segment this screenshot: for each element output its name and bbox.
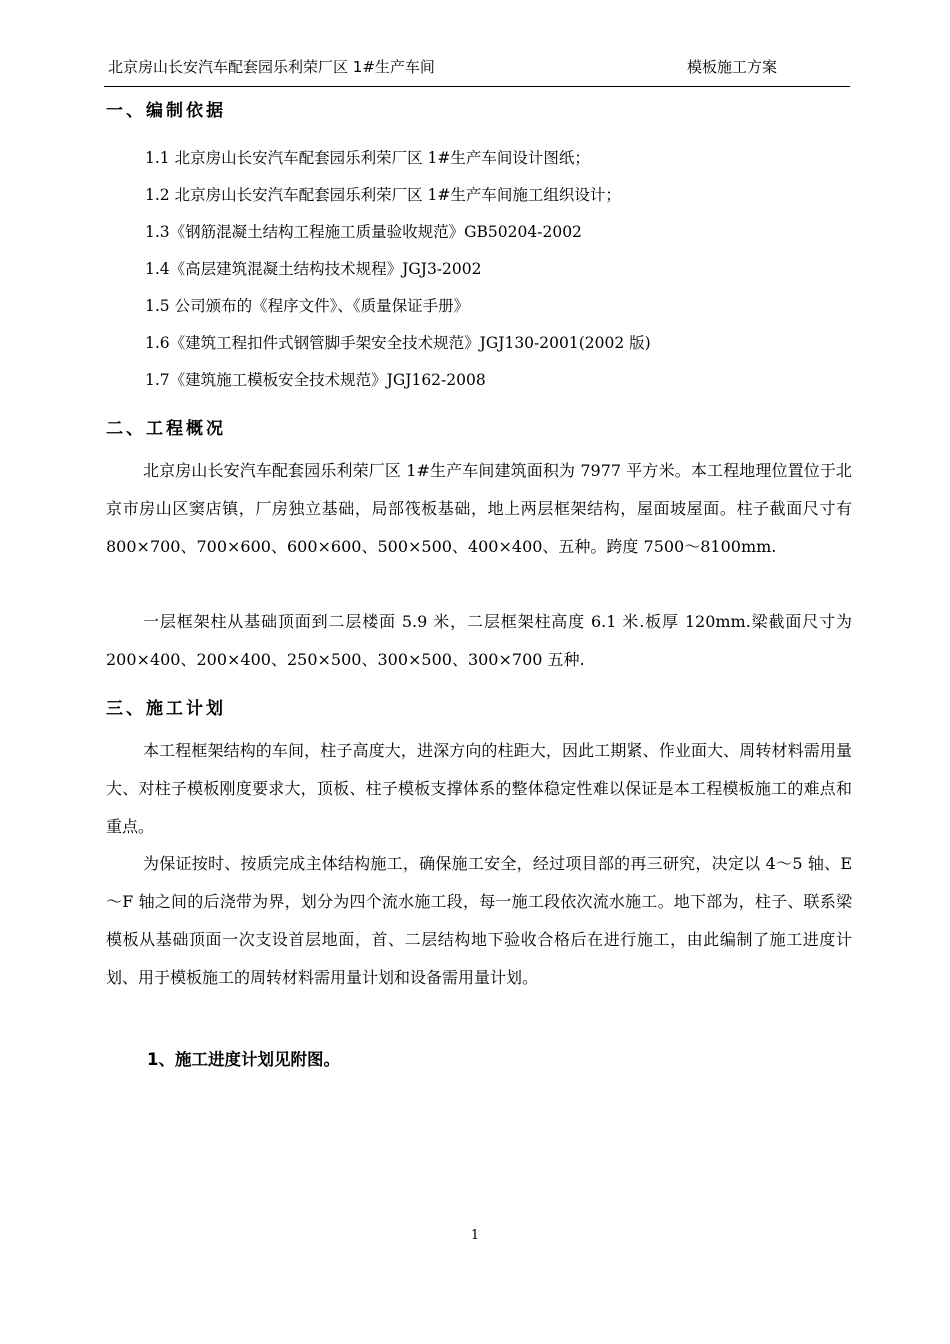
header-document-title: 模板施工方案 — [687, 58, 778, 76]
reference-item: 1.1 北京房山长安汽车配套园乐利荣厂区 1#生产车间设计图纸； — [145, 149, 590, 167]
plan-paragraph: 本工程框架结构的车间，柱子高度大，进深方向的柱距大，因此工期紧、作业面大、周转材料需用量大、对柱子模板刚度要求大，顶板、柱子模板支撑体系的整体稳定性难以保证是本工程模板施工的难点和重点。 — [106, 741, 852, 836]
page-header — [104, 54, 850, 87]
subsection-heading-schedule: 1、施工进度计划见附图。 — [147, 1050, 340, 1069]
header-project-name: 北京房山长安汽车配套园乐利荣厂区 1#生产车间 — [108, 58, 435, 76]
reference-item: 1.3《钢筋混凝土结构工程施工质量验收规范》GB50204-2002 — [145, 223, 582, 241]
reference-item: 1.7《建筑施工模板安全技术规范》JGJ162-2008 — [145, 371, 486, 389]
reference-item: 1.5 公司颁布的《程序文件》、《质量保证手册》 — [145, 297, 470, 315]
plan-paragraph: 为保证按时、按质完成主体结构施工，确保施工安全，经过项目部的再三研究，决定以 4～5 轴、E～F 轴之间的后浇带为界，划分为四个流水施工段，每一施工段依次流水施工。地下部为，柱子、联系梁模板从基础顶面一次支设首层地面，首、二层结构地下验收合格后在进行施工，由此编制了施工进度计划、用于模板施工的周转材料需用量计划和设备需用量计划。 — [106, 854, 852, 987]
section-heading-plan: 三、施工计划 — [106, 699, 226, 719]
overview-paragraph: 一层框架柱从基础顶面到二层楼面 5.9 米，二层框架柱高度 6.1 米.板厚 120mm.梁截面尺寸为 200×400、200×400、250×500、300×500、300×700 五种. — [106, 612, 852, 669]
reference-item: 1.4《高层建筑混凝土结构技术规程》JGJ3-2002 — [145, 260, 482, 278]
overview-paragraph: 北京房山长安汽车配套园乐利荣厂区 1#生产车间建筑面积为 7977 平方米。本工程地理位置位于北京市房山区窦店镇，厂房独立基础，局部筏板基础，地上两层框架结构，屋面坡屋面。柱子截面尺寸有 800×700、700×600、600×600、500×500、400×400、五种。跨度 7500～8100mm. — [106, 461, 852, 556]
section-heading-basis: 一、编制依据 — [106, 101, 226, 121]
section-heading-overview: 二、工程概况 — [106, 419, 226, 439]
page-number: 1 — [470, 1228, 480, 1243]
reference-item: 1.6《建筑工程扣件式钢管脚手架安全技术规范》JGJ130-2001(2002 版) — [145, 334, 651, 352]
reference-item: 1.2 北京房山长安汽车配套园乐利荣厂区 1#生产车间施工组织设计； — [145, 186, 621, 204]
